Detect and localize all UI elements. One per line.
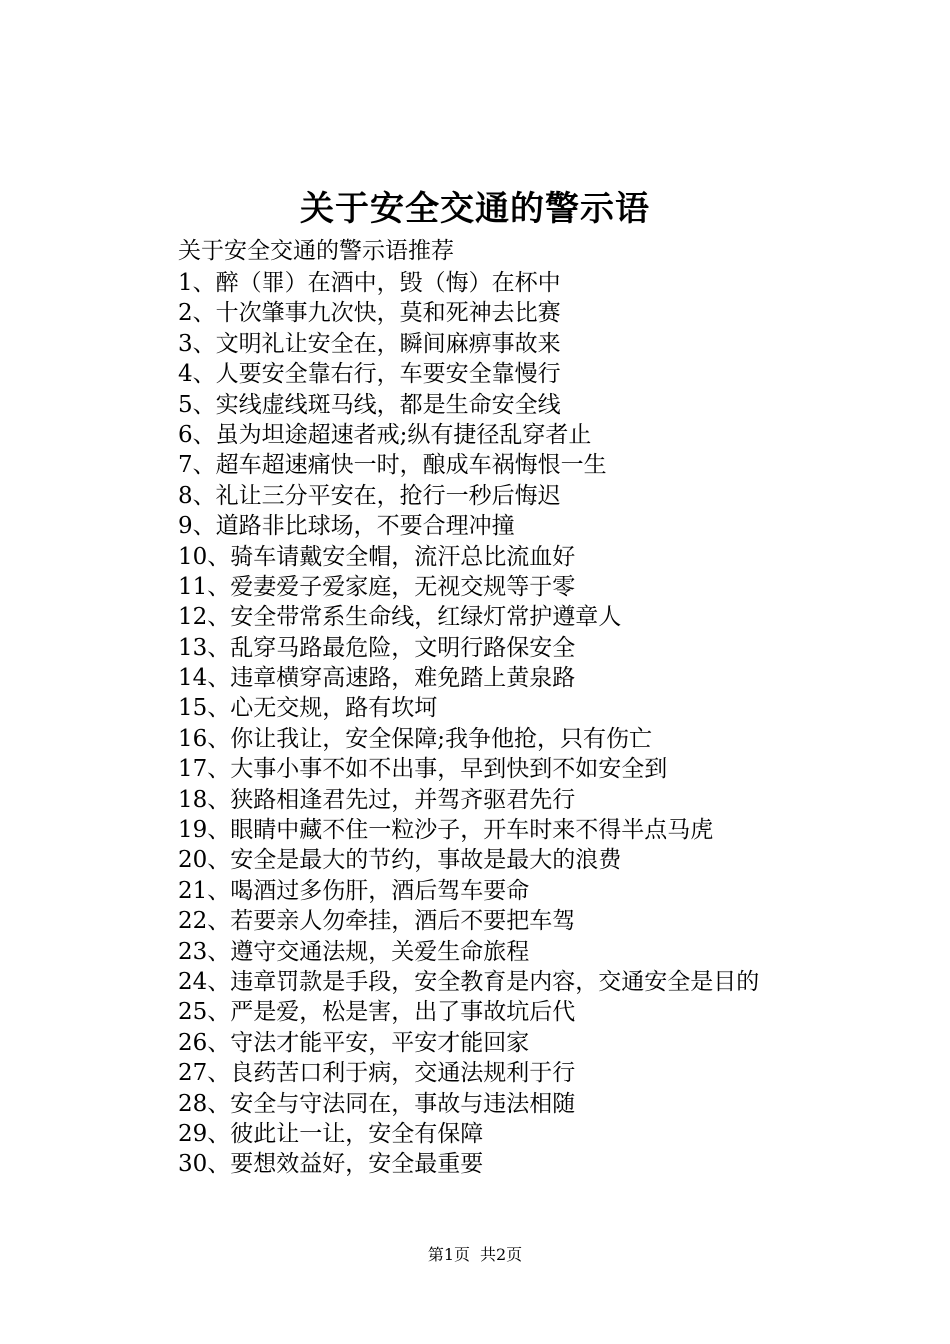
list-item: 1、醉（罪）在酒中，毁（悔）在杯中 xyxy=(178,270,561,296)
list-item: 9、道路非比球场，不要合理冲撞 xyxy=(178,513,515,540)
list-item: 18、狭路相逢君先过，并驾齐驱君先行 xyxy=(178,786,576,813)
list-item: 14、违章横穿高速路，难免踏上黄泉路 xyxy=(178,665,576,692)
list-item: 21、喝酒过多伤肝，酒后驾车要命 xyxy=(178,877,530,904)
list-item: 19、眼睛中藏不住一粒沙子，开车时来不得半点马虎 xyxy=(178,817,714,844)
list-item: 26、守法才能平安，平安才能回家 xyxy=(178,1029,530,1056)
document-title: 关于安全交通的警示语 xyxy=(300,189,650,229)
page-total: 共2页 xyxy=(480,1245,523,1264)
list-item: 17、大事小事不如不出事，早到快到不如安全到 xyxy=(178,756,668,783)
list-item: 16、你让我让，安全保障;我争他抢，只有伤亡 xyxy=(178,725,653,752)
list-item: 30、要想效益好，安全最重要 xyxy=(178,1151,484,1178)
list-item: 23、遵守交通法规，关爱生命旅程 xyxy=(178,938,530,965)
list-item: 27、良药苦口利于病，交通法规利于行 xyxy=(178,1060,576,1087)
list-item: 10、骑车请戴安全帽，流汗总比流血好 xyxy=(178,543,576,570)
list-item: 3、文明礼让安全在，瞬间麻痹事故来 xyxy=(178,330,561,357)
list-item: 15、心无交规，路有坎坷 xyxy=(178,695,438,722)
list-item: 20、安全是最大的节约，事故是最大的浪费 xyxy=(178,847,622,874)
list-item: 28、安全与守法同在，事故与违法相随 xyxy=(178,1090,576,1117)
page-footer xyxy=(0,1244,950,1266)
list-item: 12、安全带常系生命线，红绿灯常护遵章人 xyxy=(178,604,622,631)
document-subtitle: 关于安全交通的警示语推荐 xyxy=(178,238,454,264)
list-item: 6、虽为坦途超速者戒;纵有捷径乱穿者止 xyxy=(178,421,592,448)
list-item: 25、严是爱，松是害，出了事故坑后代 xyxy=(178,999,576,1026)
list-item: 4、人要安全靠右行，车要安全靠慢行 xyxy=(178,361,561,388)
list-item: 2、十次肇事九次快，莫和死神去比赛 xyxy=(178,300,561,327)
slogan-list xyxy=(178,268,759,1180)
list-item: 8、礼让三分平安在，抢行一秒后悔迟 xyxy=(178,482,561,509)
list-item: 24、违章罚款是手段，安全教育是内容，交通安全是目的 xyxy=(178,968,760,995)
page-number: 第1页 xyxy=(427,1245,470,1264)
list-item: 29、彼此让一让，安全有保障 xyxy=(178,1120,484,1147)
list-item: 22、若要亲人勿牵挂，酒后不要把车驾 xyxy=(178,908,576,935)
list-item: 13、乱穿马路最危险，文明行路保安全 xyxy=(178,634,576,661)
list-item: 11、爱妻爱子爱家庭，无视交规等于零 xyxy=(178,573,576,600)
list-item: 5、实线虚线斑马线，都是生命安全线 xyxy=(178,391,561,418)
list-item: 7、超车超速痛快一时，酿成车祸悔恨一生 xyxy=(178,452,607,479)
